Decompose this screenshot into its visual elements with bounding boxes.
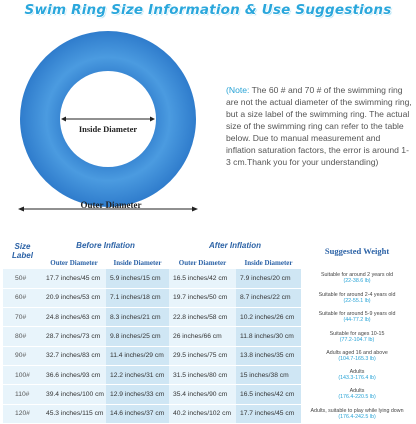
suggested-cell [301,269,413,288]
before-outer-cell: 24.8 inches/63 cm [42,308,106,327]
suggestion-text: Adults [349,388,365,395]
before-outer-cell: 45.3 inches/115 cm [42,404,106,423]
before-inside-cell: 7.1 inches/18 cm [106,288,169,307]
before-inside-cell: 12.2 inches/31 cm [106,365,169,384]
size-cell: 110# [3,385,42,404]
before-inside-header: Inside Diameter [106,257,169,269]
weight-range: (176.4-242.5 lb) [338,413,376,420]
before-outer-cell: 17.7 inches/45 cm [42,269,106,288]
weight-range: (176.4-220.5 lb) [338,394,376,401]
size-cell: 120# [3,404,42,423]
suggestion-text: Adults, suitable to play while lying down [310,407,404,414]
after-outer-header: Outer Diameter [169,257,236,269]
size-cell: 100# [3,365,42,384]
suggested-cell [301,385,413,404]
before-outer-cell: 20.9 inches/53 cm [42,288,106,307]
before-inside-cell: 11.4 inches/29 cm [106,346,169,365]
after-inside-header: Inside Diameter [236,257,301,269]
after-inside-cell: 13.8 inches/35 cm [236,346,301,365]
table-row [3,346,413,365]
suggestion-text: Suitable for ages 10-15 [329,330,385,337]
size-header-line2: Label [12,251,33,260]
weight-range: (77.2-104.7 lb) [339,336,375,343]
after-inside-cell: 17.7 inches/45 cm [236,404,301,423]
after-outer-cell: 35.4 inches/90 cm [169,385,236,404]
outer-diameter-label: Outer Diameter [80,200,142,210]
note-text [226,84,412,168]
table-row [3,365,413,384]
after-outer-cell: 31.5 inches/80 cm [169,365,236,384]
before-outer-cell: 39.4 inches/100 cm [42,385,106,404]
suggestion-text: Suitable for around 2-4 years old [318,291,396,298]
weight-range: (44-77.2 lb) [343,317,371,324]
page-title: Swim Ring Size Information & Use Suggestions [24,2,392,18]
outer-arrow-left [18,207,24,212]
weight-range: (22-38.6 lb) [343,278,371,285]
size-table [3,233,415,420]
after-inside-cell: 16.5 inches/42 cm [236,385,301,404]
suggested-cell [301,327,413,346]
size-cell: 60# [3,288,42,307]
swim-ring-diagram [6,26,214,231]
suggested-cell [301,346,413,365]
outer-arrow-right [192,207,198,212]
before-outer-cell: 32.7 inches/83 cm [42,346,106,365]
table-row [3,288,413,307]
after-outer-cell: 19.7 inches/50 cm [169,288,236,307]
after-inside-cell: 8.7 inches/22 cm [236,288,301,307]
note-body: The 60 # and 70 # of the swimming ring are not the actual diameter of the swimming ring, but a size label of the swimming ring. The actual size of the swimming ring can refer to the table below. Due to manual measurement and inflation saturation factors, the error is around 1-3 cm.Thank you for your understanding) [226,85,412,167]
before-inside-cell: 12.9 inches/33 cm [106,385,169,404]
before-inside-cell: 9.8 inches/25 cm [106,327,169,346]
suggested-cell [301,404,413,423]
table-row [3,327,413,346]
table-row [3,404,413,423]
before-outer-cell: 36.6 inches/93 cm [42,365,106,384]
suggested-weight-header: Suggested Weight [301,233,413,269]
before-inside-cell: 8.3 inches/21 cm [106,308,169,327]
after-outer-cell: 16.5 inches/42 cm [169,269,236,288]
after-inside-cell: 10.2 inches/26 cm [236,308,301,327]
after-outer-cell: 29.5 inches/75 cm [169,346,236,365]
after-outer-cell: 26 inches/66 cm [169,327,236,346]
table-row [3,269,413,288]
before-inside-cell: 5.9 inches/15 cm [106,269,169,288]
after-inflation-header: After Inflation [169,233,301,257]
before-inflation-header: Before Inflation [42,233,169,257]
before-outer-header: Outer Diameter [42,257,106,269]
suggested-cell [301,308,413,327]
weight-range: (22-55.1 lb) [343,297,371,304]
table-row [3,308,413,327]
note-label: (Note: [226,85,250,95]
size-cell: 80# [3,327,42,346]
suggested-cell [301,365,413,384]
suggestion-text: Adults aged 16 and above [326,349,388,356]
weight-range: (104.7-165.3 lb) [338,355,376,362]
suggestion-text: Suitable for around 5-9 years old [318,311,396,318]
after-inside-cell: 7.9 inches/20 cm [236,269,301,288]
size-header-line1: Size [14,242,31,251]
weight-range: (143.3-176.4 lb) [338,375,376,382]
size-cell: 90# [3,346,42,365]
suggestion-text: Suitable for around 2 years old [320,272,394,279]
before-outer-cell: 28.7 inches/73 cm [42,327,106,346]
table-row [3,385,413,404]
size-cell: 70# [3,308,42,327]
after-outer-cell: 22.8 inches/58 cm [169,308,236,327]
after-outer-cell: 40.2 inches/102 cm [169,404,236,423]
before-inside-cell: 14.6 inches/37 cm [106,404,169,423]
suggestion-text: Adults [349,369,365,376]
suggested-cell [301,288,413,307]
after-inside-cell: 15 inches/38 cm [236,365,301,384]
size-label-header [3,233,42,269]
inside-diameter-label: Inside Diameter [78,124,138,134]
after-inside-cell: 11.8 inches/30 cm [236,327,301,346]
size-cell: 50# [3,269,42,288]
